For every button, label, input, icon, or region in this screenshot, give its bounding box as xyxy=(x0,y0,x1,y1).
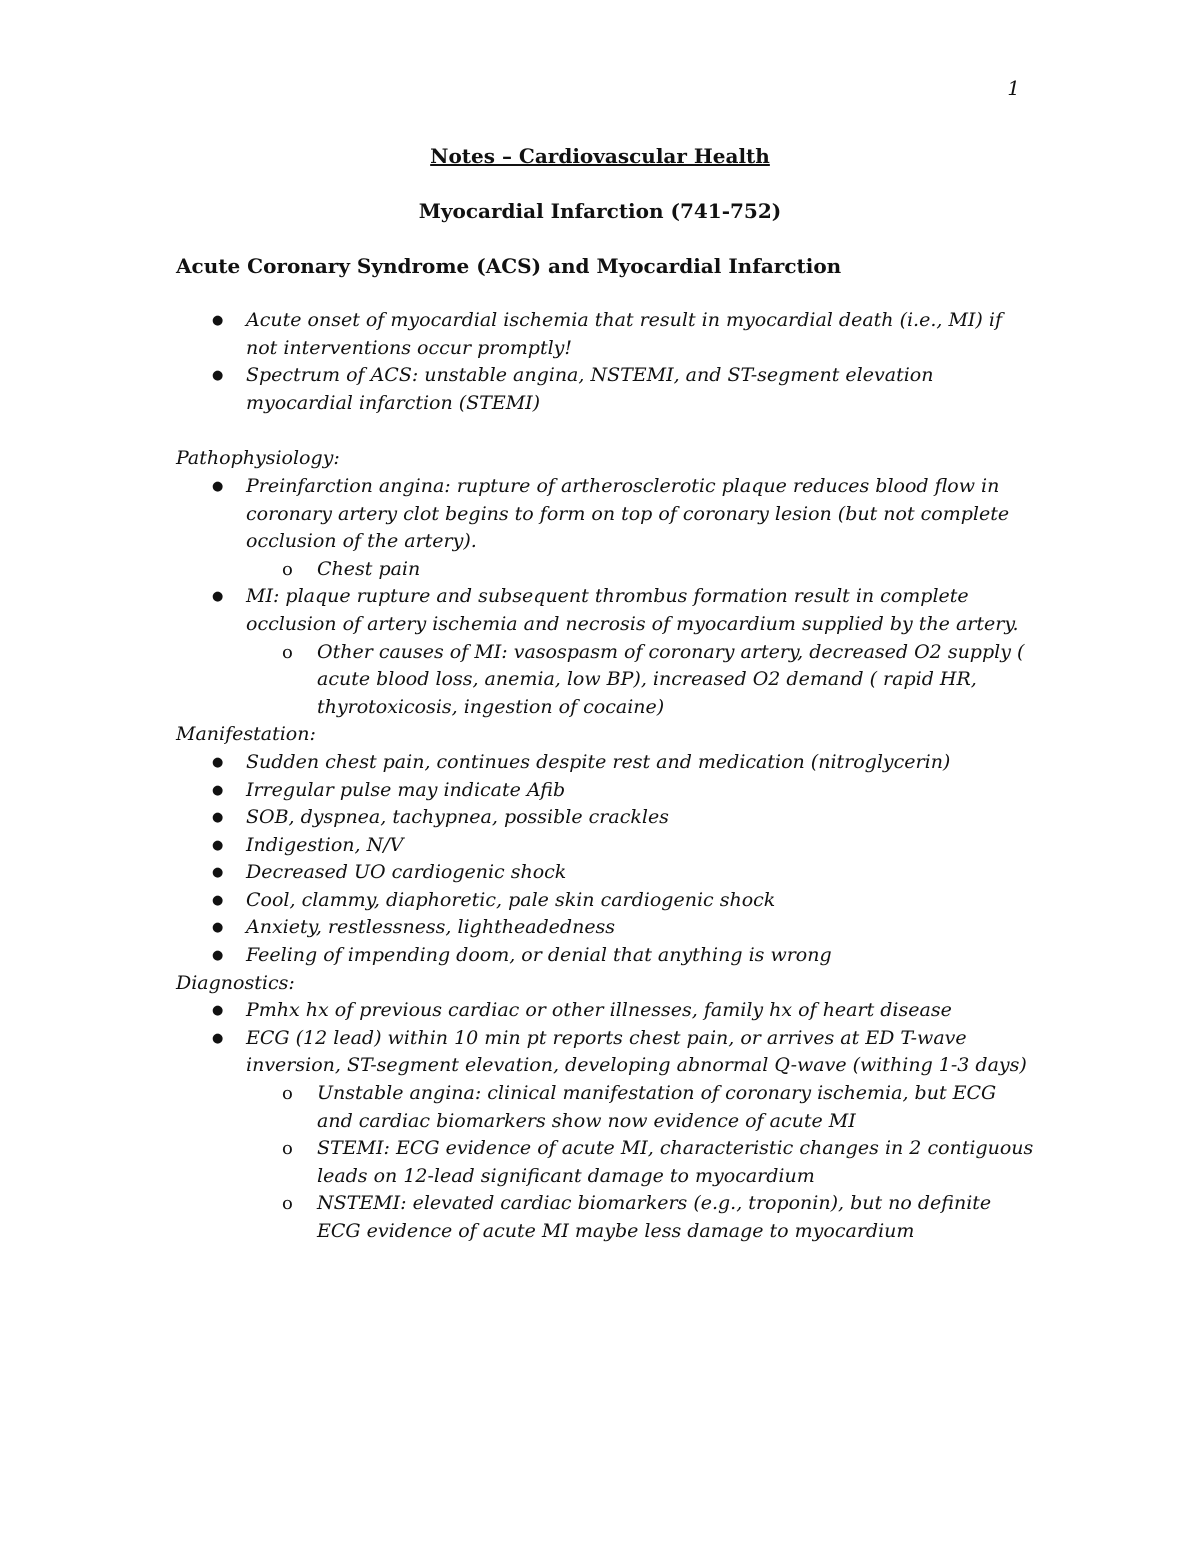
diagnostics-list xyxy=(176,997,1036,1245)
manifestation-list xyxy=(176,749,1036,970)
notes-body xyxy=(176,307,1036,1246)
document-title: Notes – Cardiovascular Health xyxy=(430,144,770,168)
list-item: ● MI: plaque rupture and subsequent thrombus formation result in complete occlusion of artery ischemia and necrosis of myocardium supplied by the artery. xyxy=(176,583,1036,638)
intro-list xyxy=(176,307,1036,417)
list-item: ● Anxiety, restlessness, lightheadedness xyxy=(176,914,1036,942)
manifestation-label: Manifestation: xyxy=(176,723,316,746)
document-subtitle: Myocardial Infarction (741-752) xyxy=(418,199,782,223)
list-item: ● Spectrum of ACS: unstable angina, NSTEMI, and ST-segment elevation myocardial infarction (STEMI) xyxy=(176,362,1036,417)
sub-list-item: o NSTEMI: elevated cardiac biomarkers (e.g., troponin), but no definite ECG evidence of acute MI maybe less damage to myocardium xyxy=(176,1190,1036,1245)
pathophysiology-list xyxy=(176,473,1036,721)
list-item: ● Decreased UO cardiogenic shock xyxy=(176,859,1036,887)
list-item: ● SOB, dyspnea, tachypnea, possible crackles xyxy=(176,804,1036,832)
list-item: ● Acute onset of myocardial ischemia that result in myocardial death (i.e., MI) if not interventions occur promptly! xyxy=(176,307,1036,362)
list-item: ● Irregular pulse may indicate Afib xyxy=(176,777,1036,805)
sub-list-item: o Unstable angina: clinical manifestation of coronary ischemia, but ECG and cardiac biomarkers show now evidence of acute MI xyxy=(176,1080,1036,1135)
sub-list-item: o Chest pain xyxy=(176,556,1036,584)
spacer xyxy=(176,417,1036,445)
diagnostics-label: Diagnostics: xyxy=(176,971,295,994)
list-item: ● Sudden chest pain, continues despite rest and medication (nitroglycerin) xyxy=(176,749,1036,777)
list-item: ● Indigestion, N/V xyxy=(176,832,1036,860)
list-item: ● Preinfarction angina: rupture of artherosclerotic plaque reduces blood flow in coronary artery clot begins to form on top of coronary lesion (but not complete occlusion of the artery). xyxy=(176,473,1036,556)
list-item: ● Feeling of impending doom, or denial that anything is wrong xyxy=(176,942,1036,970)
page-number: 1 xyxy=(1007,76,1020,100)
sub-list-item: o STEMI: ECG evidence of acute MI, characteristic changes in 2 contiguous leads on 12-lead significant damage to myocardium xyxy=(176,1135,1036,1190)
sub-list-item: o Other causes of MI: vasospasm of coronary artery, decreased O2 supply ( acute blood loss, anemia, low BP), increased O2 demand ( rapid HR, thyrotoxicosis, ingestion of cocaine) xyxy=(176,639,1036,722)
list-item: ● ECG (12 lead) within 10 min pt reports chest pain, or arrives at ED T-wave inversion, ST-segment elevation, developing abnormal Q-wave (withing 1-3 days) xyxy=(176,1025,1036,1080)
section-heading: Acute Coronary Syndrome (ACS) and Myocardial Infarction xyxy=(176,254,842,278)
pathophysiology-label: Pathophysiology: xyxy=(176,447,340,470)
list-item: ● Pmhx hx of previous cardiac or other illnesses, family hx of heart disease xyxy=(176,997,1036,1025)
list-item: ● Cool, clammy, diaphoretic, pale skin cardiogenic shock xyxy=(176,887,1036,915)
